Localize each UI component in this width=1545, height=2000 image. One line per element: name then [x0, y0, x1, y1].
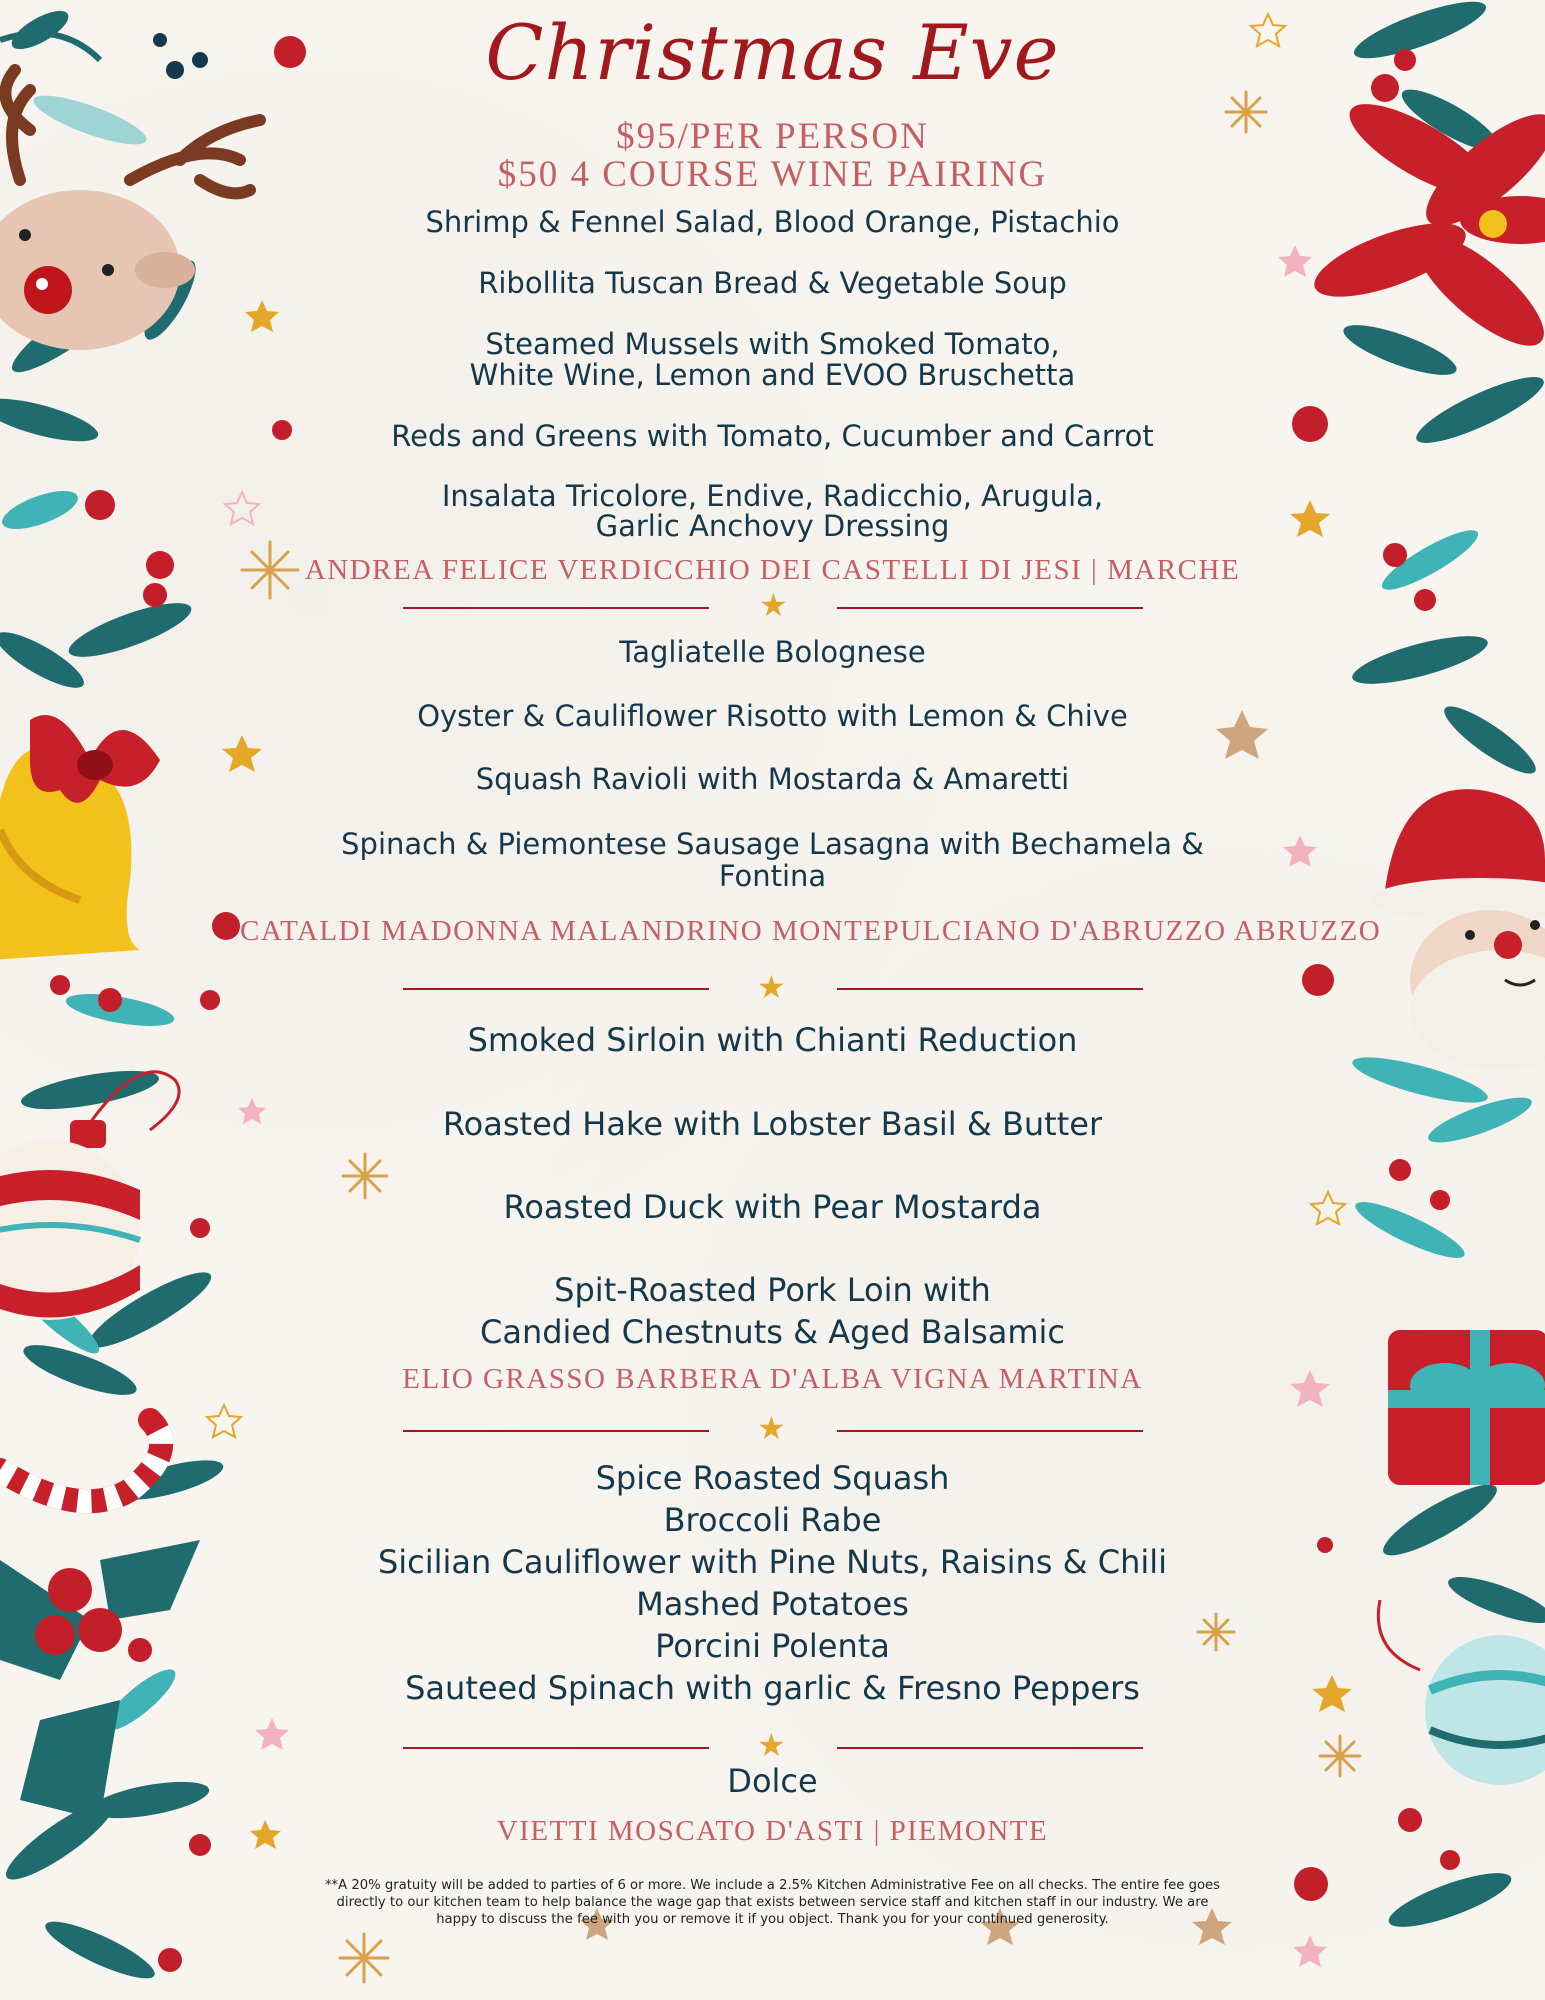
- divider-line: [837, 607, 1143, 609]
- dish-item: Insalata Tricolore, Endive, Radicchio, Arugula,: [441, 479, 1104, 513]
- menu-title: Christmas Eve: [485, 8, 1060, 97]
- dish-item: Roasted Duck with Pear Mostarda: [503, 1188, 1042, 1226]
- side-item: Porcini Polenta: [655, 1627, 890, 1665]
- dish-item: White Wine, Lemon and EVOO Bruschetta: [469, 358, 1076, 392]
- divider-star-icon: ★: [757, 968, 786, 1006]
- dish-item: Tagliatelle Bolognese: [619, 635, 926, 669]
- gratuity-disclaimer: **A 20% gratuity will be added to parties of 6 or more. We include a 2.5% Kitchen Administrative Fee on all checks. The entire fee goes directly to our kitchen team to help balance the wage gap that exists between service staff and kitchen staff in our industry. We are happy to discuss the fee with you or remove it if you object. Thank you for your continued generosity.: [324, 1878, 1221, 1927]
- divider-line: [403, 1747, 709, 1749]
- divider-line: [837, 1430, 1143, 1432]
- divider-line: [837, 1747, 1143, 1749]
- dish-item: Roasted Hake with Lobster Basil & Butter: [442, 1105, 1103, 1143]
- dish-item: Candied Chestnuts & Aged Balsamic: [480, 1313, 1065, 1351]
- wine-pairing-course2: CATALDI MADONNA MALANDRINO MONTEPULCIANO D'ABRUZZO ABRUZZO: [240, 915, 1382, 947]
- divider-star-icon: ★: [759, 586, 788, 624]
- price-per-person: $95/PER PERSON: [616, 116, 929, 157]
- divider-line: [403, 988, 709, 990]
- side-item: Mashed Potatoes: [636, 1585, 909, 1623]
- dish-item: Fontina: [718, 859, 827, 893]
- dish-item: Steamed Mussels with Smoked Tomato,: [485, 327, 1060, 361]
- dish-item: Shrimp & Fennel Salad, Blood Orange, Pistachio: [425, 205, 1120, 239]
- side-item: Sicilian Cauliflower with Pine Nuts, Raisins & Chili: [377, 1543, 1168, 1581]
- divider-star-icon: ★: [757, 1726, 786, 1764]
- divider-line: [403, 1430, 709, 1432]
- dessert-item: Dolce: [727, 1762, 818, 1800]
- wine-pairing-course1: ANDREA FELICE VERDICCHIO DEI CASTELLI DI JESI | MARCHE: [304, 554, 1241, 586]
- dish-item: Garlic Anchovy Dressing: [595, 509, 950, 543]
- dish-item: Reds and Greens with Tomato, Cucumber and Carrot: [391, 419, 1154, 453]
- wine-pairing-course3: ELIO GRASSO BARBERA D'ALBA VIGNA MARTINA: [402, 1363, 1143, 1395]
- dish-item: Spinach & Piemontese Sausage Lasagna with Bechamela &: [341, 827, 1204, 861]
- dish-item: Squash Ravioli with Mostarda & Amaretti: [475, 762, 1070, 796]
- dish-item: Spit-Roasted Pork Loin with: [554, 1271, 991, 1309]
- divider-star-icon: ★: [757, 1409, 786, 1447]
- wine-pairing-price: $50 4 COURSE WINE PAIRING: [497, 154, 1048, 195]
- side-item: Sauteed Spinach with garlic & Fresno Peppers: [405, 1669, 1140, 1707]
- wine-pairing-dessert: VIETTI MOSCATO D'ASTI | PIEMONTE: [496, 1815, 1049, 1847]
- dish-item: Ribollita Tuscan Bread & Vegetable Soup: [478, 266, 1067, 300]
- dish-item: Smoked Sirloin with Chianti Reduction: [467, 1021, 1078, 1059]
- divider-line: [403, 607, 709, 609]
- dish-item: Oyster & Cauliflower Risotto with Lemon & Chive: [417, 699, 1128, 733]
- divider-line: [837, 988, 1143, 990]
- side-item: Broccoli Rabe: [663, 1501, 882, 1539]
- side-item: Spice Roasted Squash: [595, 1459, 950, 1497]
